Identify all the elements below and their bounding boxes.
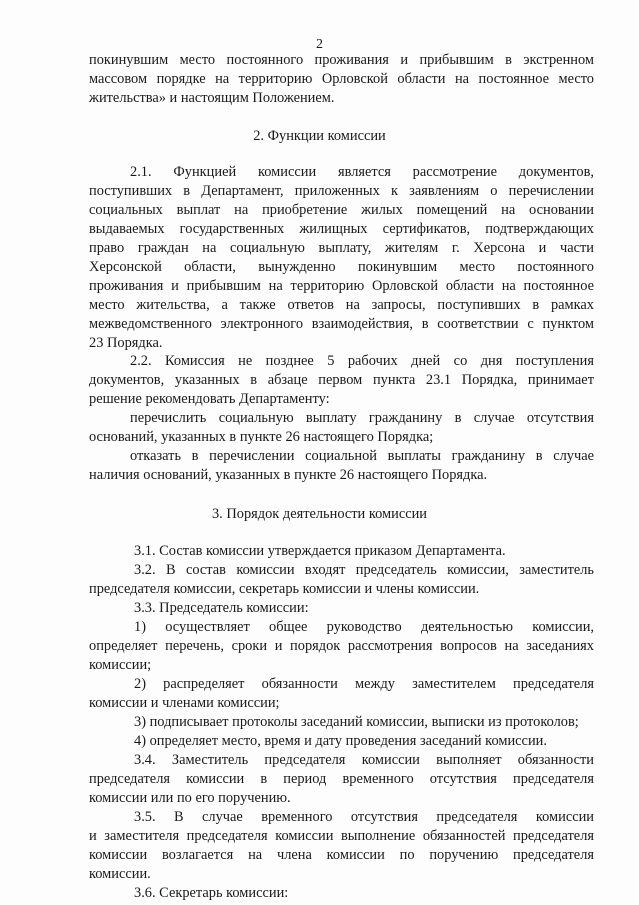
text-line: комиссии или по его поручению. — [89, 790, 291, 806]
text-line: Херсонской области, вынужденно покинувшим место постоянного — [89, 259, 594, 275]
text-line: комиссии; — [89, 657, 152, 673]
text-line: социальных выплат на приобретение жилых помещений на основании — [89, 202, 594, 218]
text-line: жительства» и настоящим Положением. — [89, 90, 335, 106]
text-line: покинувшим место постоянного проживания и прибывшим в экстренном — [89, 52, 594, 68]
text-line: отказать в перечислении социальной выплаты гражданину в случае — [130, 448, 594, 464]
text-line: 23 Порядка. — [89, 335, 163, 351]
text-line: межведомственного электронного взаимодействия, в соответствии с пунктом — [89, 316, 594, 332]
text-line: председателя комиссии, секретарь комиссии и члены комиссии. — [89, 581, 480, 597]
text-line: массовом порядке на территорию Орловской области на постоянное место — [89, 71, 594, 87]
text-line: поступивших в Департамент, приложенных к заявлениям о перечислении — [89, 183, 594, 199]
text-line: комиссии возлагается на члена комиссии по поручению председателя — [89, 847, 594, 863]
text-line: комиссии и членами комиссии; — [89, 695, 280, 711]
text-line: решение рекомендовать Департаменту: — [89, 391, 330, 407]
text-line: 3.5. В случае временного отсутствия председателя комиссии — [134, 809, 594, 825]
text-line: и заместителя председателя комиссии выполнение обязанностей председателя — [89, 828, 594, 844]
section-heading: 3. Порядок деятельности комиссии — [211, 506, 428, 522]
text-line: 4) определяет место, время и дату проведения заседаний комиссии. — [134, 733, 547, 749]
text-line: 3) подписывает протоколы заседаний комиссии, выписки из протоколов; — [134, 714, 579, 730]
text-line: определяет перечень, сроки и порядок рассмотрения вопросов на заседаниях — [89, 638, 594, 654]
text-line: оснований, указанных в пункте 26 настоящего Порядка; — [89, 429, 434, 445]
text-line: 3.2. В состав комиссии входят председатель комиссии, заместитель — [134, 562, 594, 578]
text-line: 1) осуществляет общее руководство деятельностью комиссии, — [134, 619, 594, 635]
text-line: 2) распределяет обязанности между заместителем председателя — [134, 676, 594, 692]
section-heading: 2. Функции комиссии — [253, 128, 386, 144]
page-number: 2 — [316, 37, 323, 52]
text-line: 3.1. Состав комиссии утверждается приказом Департамента. — [134, 543, 506, 559]
text-line: место жительства, а также ответов на запросы, поступивших в рамках — [89, 297, 594, 313]
text-line: проживания и прибывшим на территорию Орловской области на постоянное — [89, 278, 594, 294]
text-line: выдаваемых государственных жилищных сертификатов, подтверждающих — [89, 221, 594, 237]
text-line: 3.6. Секретарь комиссии: — [134, 885, 289, 901]
text-line: наличия оснований, указанных в пункте 26 настоящего Порядка. — [89, 467, 488, 483]
text-line: председателя комиссии в период временного отсутствия председателя — [89, 771, 594, 787]
text-line: право граждан на социальную выплату, жителям г. Херсона и части — [89, 240, 594, 256]
text-line: 2.1. Функцией комиссии является рассмотрение документов, — [130, 164, 594, 180]
text-line: перечислить социальную выплату гражданину в случае отсутствия — [130, 410, 594, 426]
text-line: комиссии. — [89, 866, 151, 882]
text-line: 2.2. Комиссия не позднее 5 рабочих дней со дня поступления — [130, 353, 594, 369]
text-line: 3.4. Заместитель председателя комиссии выполняет обязанности — [134, 752, 594, 768]
text-line: 3.3. Председатель комиссии: — [134, 600, 309, 616]
text-line: документов, указанных в абзаце первом пункта 23.1 Порядка, принимает — [89, 372, 594, 388]
